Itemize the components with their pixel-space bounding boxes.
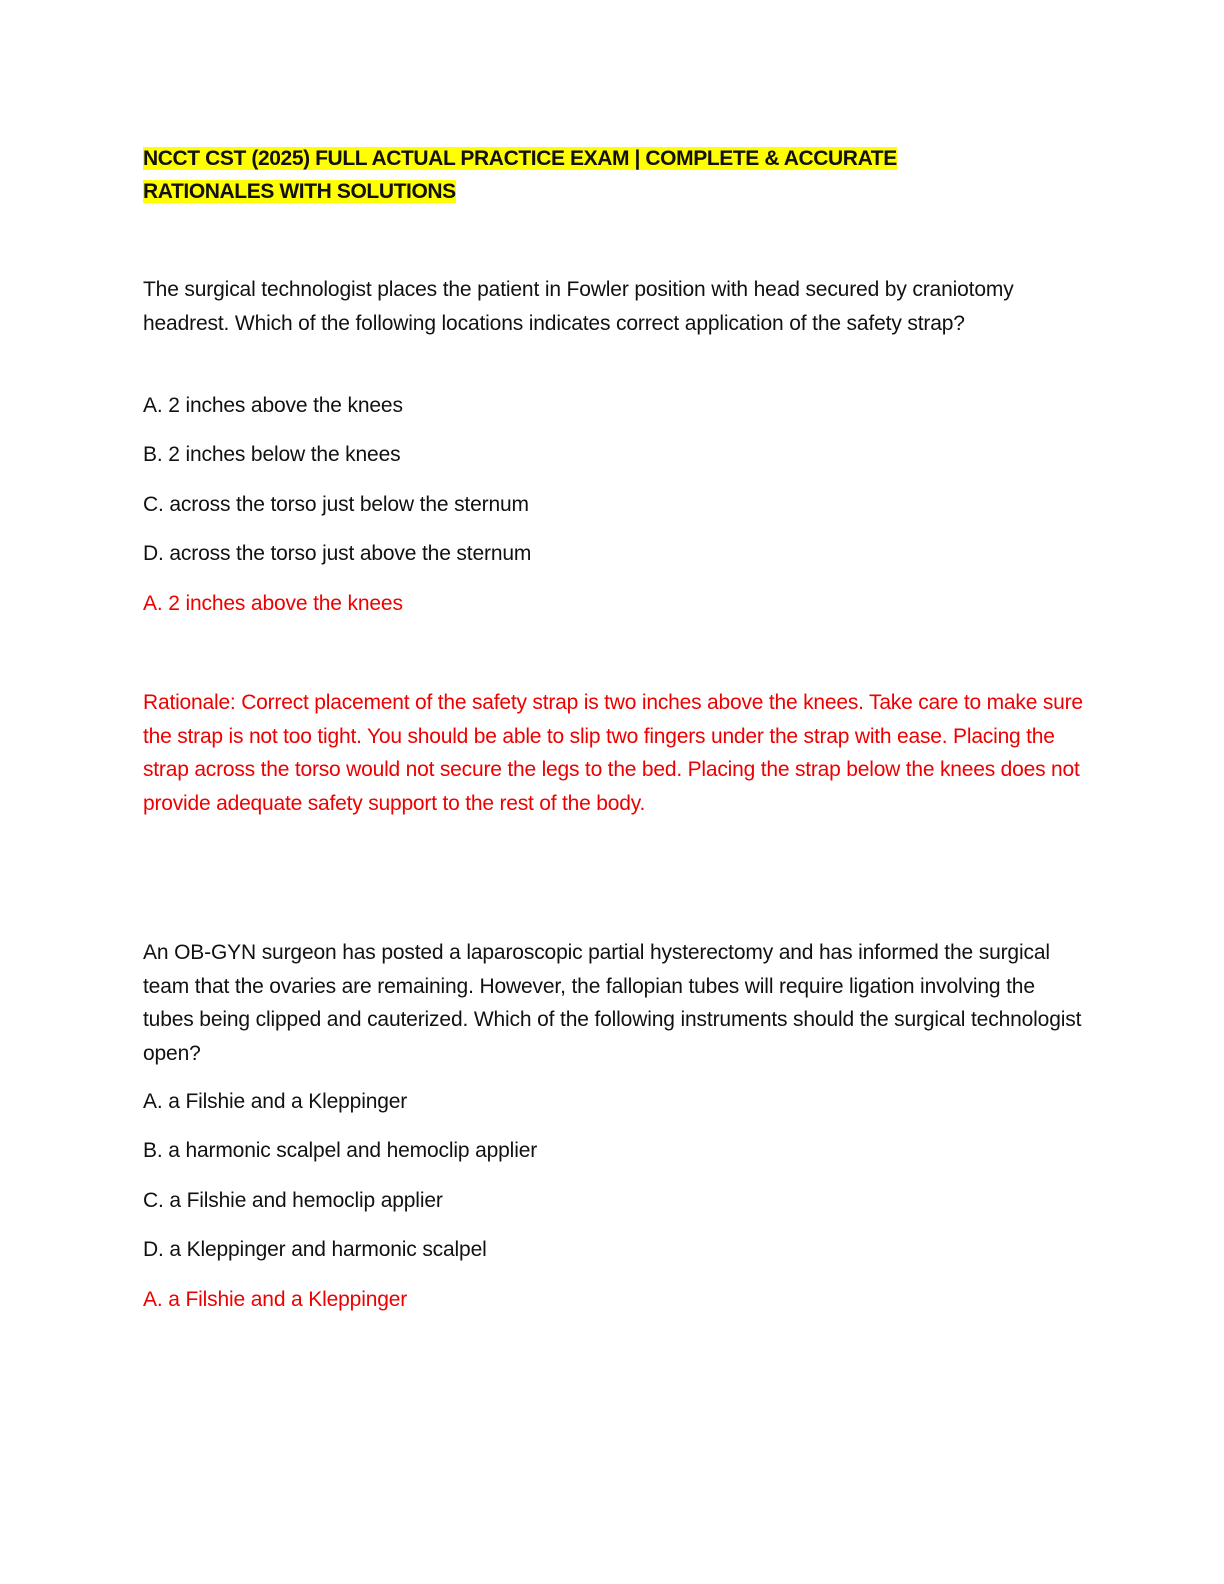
question-1-option-b: B. 2 inches below the knees (143, 443, 401, 466)
question-1-option-a: A. 2 inches above the knees (143, 394, 403, 417)
question-2-option-a: A. a Filshie and a Kleppinger (143, 1090, 408, 1113)
question-2-option-c: C. a Filshie and hemoclip applier (143, 1189, 443, 1212)
question-1-rationale: Rationale: Correct placement of the safety strap is two inches above the knees. Take care to make sure the strap is not too tight. You should be able to slip two fingers under the strap with ease. Placing the strap across the torso would not secure the legs to the bed. Placing the strap below the knees does not provide adequate safety support to the rest of the body. (143, 691, 1083, 815)
document-title (143, 142, 963, 208)
question-2-answer: A. a Filshie and a Kleppinger (143, 1288, 408, 1311)
title-line-1: NCCT CST (2025) FULL ACTUAL PRACTICE EXAM | COMPLETE & ACCURATE (143, 147, 897, 170)
question-1-option-c: C. across the torso just below the sternum (143, 493, 529, 516)
question-2-stem: An OB-GYN surgeon has posted a laparoscopic partial hysterectomy and has informed the surgical team that the ovaries are remaining. However, the fallopian tubes will require ligation involving the tubes being clipped and cauterized. Which of the following instruments should the surgical technologist open? (143, 941, 1082, 1065)
question-2-option-b: B. a harmonic scalpel and hemoclip applier (143, 1139, 538, 1162)
title-line-2: RATIONALES WITH SOLUTIONS (143, 180, 456, 203)
question-1-answer: A. 2 inches above the knees (143, 592, 403, 615)
question-1-stem: The surgical technologist places the patient in Fowler position with head secured by craniotomy headrest. Which of the following locations indicates correct application of the safety strap? (143, 278, 1014, 335)
question-2-option-d: D. a Kleppinger and harmonic scalpel (143, 1238, 487, 1261)
question-1-option-d: D. across the torso just above the sternum (143, 542, 532, 565)
